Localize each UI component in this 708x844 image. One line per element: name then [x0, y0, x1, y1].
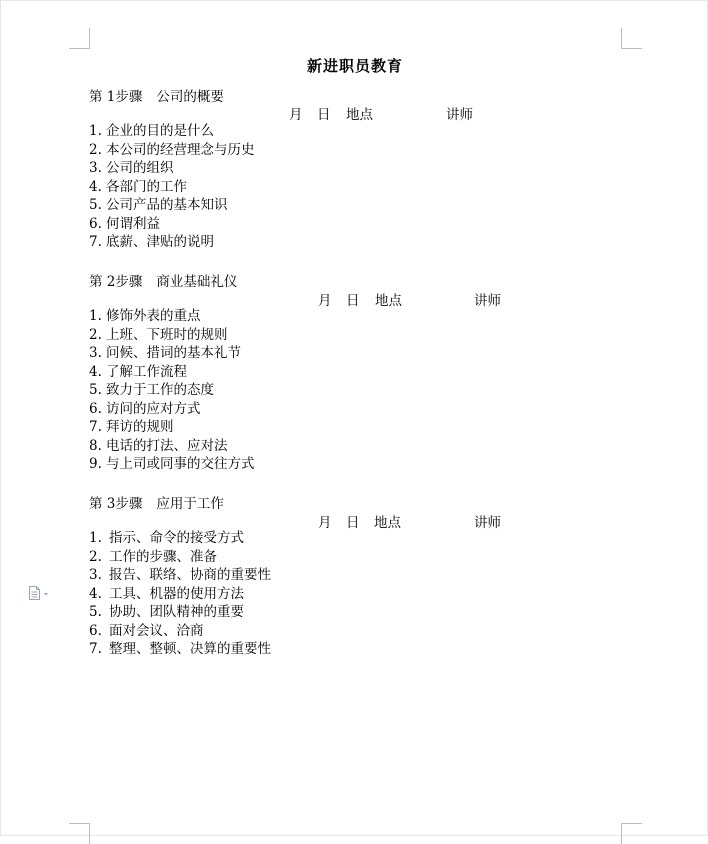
list-item: 7. 底薪、津贴的说明 — [89, 234, 214, 250]
document-icon[interactable] — [28, 585, 50, 601]
step-3-list — [89, 529, 271, 659]
step-2-lecturer: 讲师 — [474, 293, 501, 309]
step-3-place: 地点 — [374, 515, 401, 531]
list-item: 6. 面对会议、洽商 — [89, 622, 204, 639]
step-3-heading — [89, 492, 224, 512]
step-1-heading — [89, 85, 224, 105]
list-item: 3. 报告、联络、协商的重要性 — [89, 567, 271, 583]
step-2-subject: 商业基础礼仪 — [156, 274, 238, 290]
step-3-label: 第 3步骤 — [89, 496, 143, 512]
list-item: 4. 工具、机器的使用方法 — [89, 585, 244, 602]
step-3-month: 月 — [318, 515, 332, 531]
step-1-place: 地点 — [346, 107, 373, 123]
step-2-month: 月 — [318, 293, 332, 309]
list-item: 4. 各部门的工作 — [89, 178, 187, 195]
list-item: 8. 电话的打法、应对法 — [89, 437, 228, 454]
step-3-subject: 应用于工作 — [156, 496, 224, 512]
list-item: 7. 整理、整顿、决算的重要性 — [89, 641, 271, 657]
list-item: 6. 访问的应对方式 — [89, 400, 201, 417]
list-item: 6. 何谓利益 — [89, 215, 160, 232]
list-item: 5. 协助、团队精神的重要 — [89, 604, 244, 620]
list-item: 5. 公司产品的基本知识 — [89, 197, 228, 213]
step-1-label: 第 1步骤 — [89, 89, 143, 105]
list-item: 1. 指示、命令的接受方式 — [89, 530, 244, 546]
document-title: 新进职员教育 — [306, 57, 403, 75]
list-item: 5. 致力于工作的态度 — [89, 382, 214, 398]
step-1-lecturer: 讲师 — [446, 107, 473, 123]
step-3-day: 日 — [346, 515, 360, 531]
crop-mark-top-left — [69, 28, 90, 49]
step-1-list — [89, 122, 255, 252]
step-2-list — [89, 307, 255, 474]
step-2-heading — [89, 270, 237, 290]
crop-mark-bottom-right — [621, 823, 642, 844]
step-2-label: 第 2步骤 — [89, 274, 143, 290]
step-3-lecturer: 讲师 — [474, 515, 501, 531]
list-item: 3. 问候、措词的基本礼节 — [89, 345, 241, 361]
step-2-place: 地点 — [375, 293, 402, 309]
step-1-subject: 公司的概要 — [156, 89, 224, 105]
list-item: 4. 了解工作流程 — [89, 363, 187, 380]
list-item: 1. 修饰外表的重点 — [89, 308, 201, 324]
list-item: 2. 本公司的经营理念与历史 — [89, 141, 255, 158]
list-item: 9. 与上司或同事的交往方式 — [89, 456, 255, 472]
list-item: 2. 工作的步骤、准备 — [89, 548, 217, 565]
list-item: 1. 企业的目的是什么 — [89, 123, 214, 139]
list-item: 7. 拜访的规则 — [89, 419, 174, 435]
step-1-month: 月 — [289, 107, 303, 123]
list-item: 2. 上班、下班时的规则 — [89, 326, 228, 343]
step-2-day: 日 — [346, 293, 360, 309]
crop-mark-top-right — [621, 28, 642, 49]
step-1-day: 日 — [317, 107, 331, 123]
crop-mark-bottom-left — [69, 823, 90, 844]
list-item: 3. 公司的组织 — [89, 160, 174, 176]
